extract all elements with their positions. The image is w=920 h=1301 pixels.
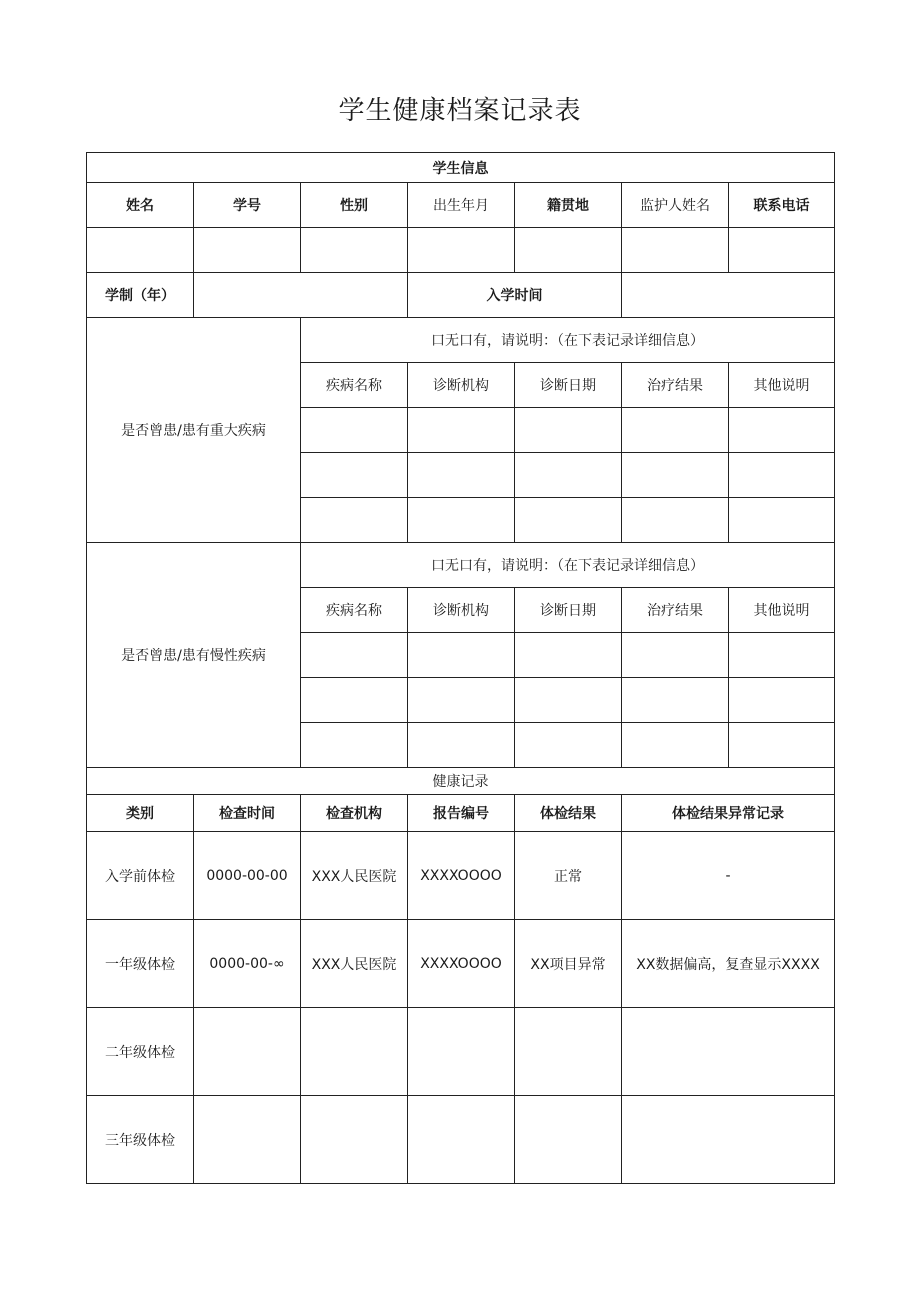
major-illness-label: 是否曾患/患有重大疾病 xyxy=(87,318,301,543)
record-report-number[interactable] xyxy=(408,1096,515,1184)
chronic-cell[interactable] xyxy=(622,723,729,768)
chronic-cell[interactable] xyxy=(301,678,408,723)
records-header-exam-result: 体检结果 xyxy=(515,795,622,832)
chronic-illness-label: 是否曾患/患有慢性疾病 xyxy=(87,543,301,768)
student-info-section-label: 学生信息 xyxy=(87,153,835,183)
record-exam-institution[interactable] xyxy=(301,1008,408,1096)
major-cell[interactable] xyxy=(408,498,515,543)
chronic-cell[interactable] xyxy=(622,678,729,723)
record-exam-institution[interactable]: XXX人民医院 xyxy=(301,920,408,1008)
major-cell[interactable] xyxy=(408,408,515,453)
record-abnormal-notes[interactable]: XX数据偏高，复查显示XXXX xyxy=(622,920,835,1008)
page-title: 学生健康档案记录表 xyxy=(338,96,582,126)
record-exam-result[interactable]: XX项目异常 xyxy=(515,920,622,1008)
record-category: 三年级体检 xyxy=(87,1096,194,1184)
major-header-diagnosis-date: 诊断日期 xyxy=(515,363,622,408)
record-exam-result[interactable] xyxy=(515,1096,622,1184)
chronic-header-disease-name: 疾病名称 xyxy=(301,588,408,633)
record-report-number[interactable]: XXXXOOOO xyxy=(408,920,515,1008)
schooling-years-label: 学制（年） xyxy=(87,273,194,318)
record-category: 入学前体检 xyxy=(87,832,194,920)
chronic-cell[interactable] xyxy=(729,723,835,768)
records-header-exam-institution: 检查机构 xyxy=(301,795,408,832)
major-header-treatment-result: 治疗结果 xyxy=(622,363,729,408)
header-birth-date: 出生年月 xyxy=(408,183,515,228)
chronic-header-other-notes: 其他说明 xyxy=(729,588,835,633)
guardian-name-field[interactable] xyxy=(622,228,729,273)
record-report-number[interactable]: XXXXOOOO xyxy=(408,832,515,920)
major-cell[interactable] xyxy=(729,408,835,453)
major-cell[interactable] xyxy=(301,453,408,498)
chronic-cell[interactable] xyxy=(515,723,622,768)
record-category: 一年级体检 xyxy=(87,920,194,1008)
name-field[interactable] xyxy=(87,228,194,273)
major-cell[interactable] xyxy=(622,408,729,453)
major-cell[interactable] xyxy=(301,498,408,543)
record-exam-result[interactable]: 正常 xyxy=(515,832,622,920)
record-category: 二年级体检 xyxy=(87,1008,194,1096)
header-student-id: 学号 xyxy=(194,183,301,228)
record-exam-time[interactable] xyxy=(194,1096,301,1184)
major-cell[interactable] xyxy=(622,453,729,498)
chronic-cell[interactable] xyxy=(408,723,515,768)
record-exam-time[interactable] xyxy=(194,1008,301,1096)
birth-date-field[interactable] xyxy=(408,228,515,273)
health-record-table xyxy=(86,152,835,1184)
chronic-cell[interactable] xyxy=(301,723,408,768)
chronic-header-diagnosis-date: 诊断日期 xyxy=(515,588,622,633)
major-cell[interactable] xyxy=(515,408,622,453)
major-cell[interactable] xyxy=(729,453,835,498)
records-header-exam-time: 检查时间 xyxy=(194,795,301,832)
health-records-section-label: 健康记录 xyxy=(87,768,835,795)
record-exam-institution[interactable]: XXX人民医院 xyxy=(301,832,408,920)
record-exam-time[interactable]: 0000-00-00 xyxy=(194,832,301,920)
record-abnormal-notes[interactable] xyxy=(622,1008,835,1096)
major-cell[interactable] xyxy=(301,408,408,453)
chronic-cell[interactable] xyxy=(408,678,515,723)
major-header-disease-name: 疾病名称 xyxy=(301,363,408,408)
major-cell[interactable] xyxy=(729,498,835,543)
major-cell[interactable] xyxy=(622,498,729,543)
chronic-cell[interactable] xyxy=(729,678,835,723)
gender-field[interactable] xyxy=(301,228,408,273)
chronic-header-diagnosis-institution: 诊断机构 xyxy=(408,588,515,633)
enrollment-time-label: 入学时间 xyxy=(408,273,622,318)
record-abnormal-notes[interactable] xyxy=(622,1096,835,1184)
major-header-other-notes: 其他说明 xyxy=(729,363,835,408)
header-phone: 联系电话 xyxy=(729,183,835,228)
record-exam-result[interactable] xyxy=(515,1008,622,1096)
header-name: 姓名 xyxy=(87,183,194,228)
chronic-cell[interactable] xyxy=(301,633,408,678)
major-cell[interactable] xyxy=(515,498,622,543)
native-place-field[interactable] xyxy=(515,228,622,273)
major-header-diagnosis-institution: 诊断机构 xyxy=(408,363,515,408)
schooling-years-field[interactable] xyxy=(194,273,408,318)
major-cell[interactable] xyxy=(408,453,515,498)
records-header-report-number: 报告编号 xyxy=(408,795,515,832)
chronic-cell[interactable] xyxy=(408,633,515,678)
records-header-abnormal-notes: 体检结果异常记录 xyxy=(622,795,835,832)
chronic-cell[interactable] xyxy=(515,633,622,678)
chronic-illness-option[interactable]: 口无口有，请说明：（在下表记录详细信息） xyxy=(301,543,835,588)
major-cell[interactable] xyxy=(515,453,622,498)
header-guardian-name: 监护人姓名 xyxy=(622,183,729,228)
record-report-number[interactable] xyxy=(408,1008,515,1096)
record-abnormal-notes[interactable]: - xyxy=(622,832,835,920)
major-illness-option[interactable]: 口无口有，请说明：（在下表记录详细信息） xyxy=(301,318,835,363)
header-native-place: 籍贯地 xyxy=(515,183,622,228)
header-gender: 性别 xyxy=(301,183,408,228)
enrollment-time-field[interactable] xyxy=(622,273,835,318)
chronic-header-treatment-result: 治疗结果 xyxy=(622,588,729,633)
records-header-category: 类别 xyxy=(87,795,194,832)
chronic-cell[interactable] xyxy=(622,633,729,678)
chronic-cell[interactable] xyxy=(729,633,835,678)
record-exam-institution[interactable] xyxy=(301,1096,408,1184)
chronic-cell[interactable] xyxy=(515,678,622,723)
record-exam-time[interactable]: 0000-00-∞ xyxy=(194,920,301,1008)
student-id-field[interactable] xyxy=(194,228,301,273)
phone-field[interactable] xyxy=(729,228,835,273)
